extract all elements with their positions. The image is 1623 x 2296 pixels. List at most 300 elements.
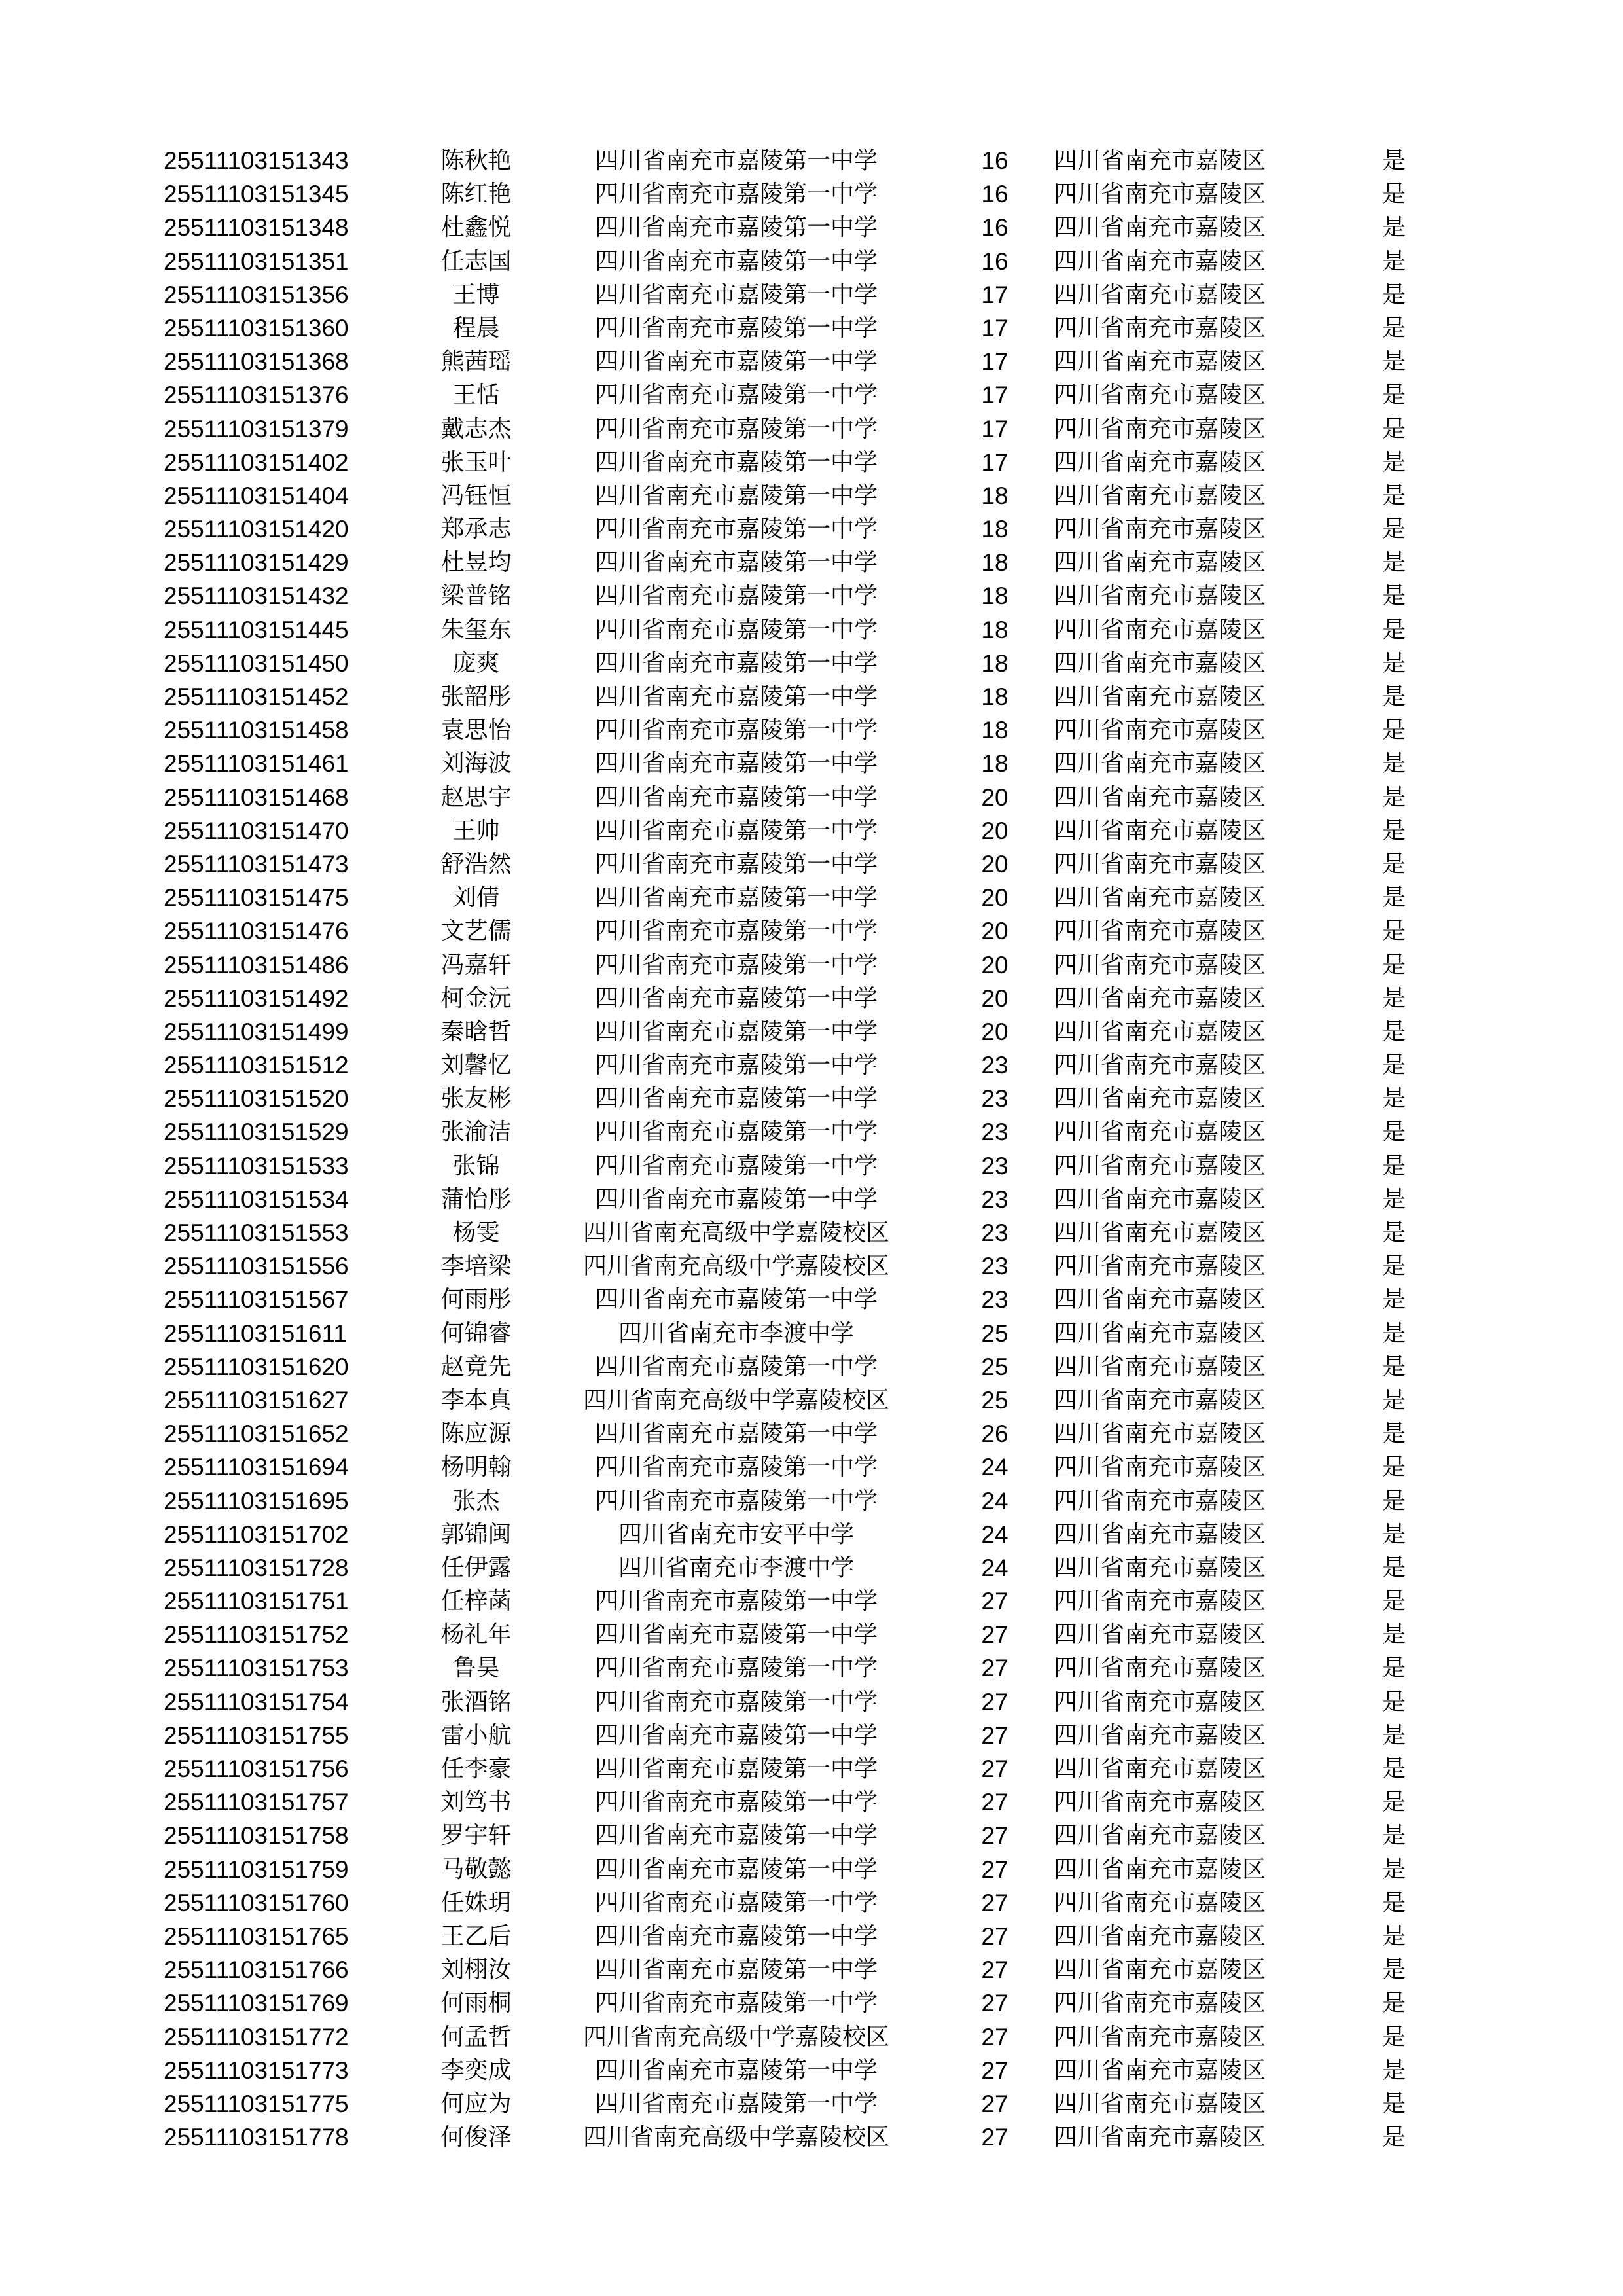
school-cell: 四川省南充市嘉陵第一中学	[594, 147, 878, 174]
exam-id-cell: 25511103151627	[164, 1386, 349, 1414]
region-cell: 四川省南充市嘉陵区	[1054, 1454, 1266, 1481]
number-cell: 17	[981, 348, 1008, 376]
school-cell: 四川省南充市安平中学	[618, 1520, 854, 1548]
number-cell: 20	[981, 884, 1008, 912]
exam-id-cell: 25511103151752	[164, 1621, 349, 1649]
region-cell: 四川省南充市嘉陵区	[1054, 583, 1266, 610]
number-cell: 23	[981, 1219, 1008, 1246]
exam-id-cell: 25511103151769	[164, 1990, 349, 2017]
table-row	[164, 1785, 1440, 1819]
exam-id-cell: 25511103151751	[164, 1588, 349, 1615]
exam-id-cell: 25511103151379	[164, 415, 349, 442]
school-cell: 四川省南充市嘉陵第一中学	[594, 1185, 878, 1213]
exam-id-cell: 25511103151694	[164, 1454, 349, 1481]
number-cell: 16	[981, 247, 1008, 275]
table-row	[164, 1450, 1440, 1484]
student-name-cell: 杨明翰	[440, 1454, 512, 1481]
student-name-cell: 刘栩汝	[440, 1956, 512, 1984]
status-cell: 是	[1382, 817, 1406, 844]
number-cell: 27	[981, 1856, 1008, 1883]
student-name-cell: 张渝洁	[440, 1119, 512, 1146]
number-cell: 23	[981, 1253, 1008, 1280]
number-cell: 27	[981, 1621, 1008, 1649]
school-cell: 四川省南充市嘉陵第一中学	[594, 583, 878, 610]
table-row	[164, 312, 1440, 345]
student-name-cell: 赵思宇	[440, 783, 512, 811]
number-cell: 23	[981, 1286, 1008, 1314]
school-cell: 四川省南充市嘉陵第一中学	[594, 750, 878, 778]
exam-id-cell: 25511103151475	[164, 884, 349, 912]
table-row	[164, 1049, 1440, 1082]
student-name-cell: 李培梁	[440, 1253, 512, 1280]
school-cell: 四川省南充市嘉陵第一中学	[594, 1889, 878, 1916]
exam-id-cell: 25511103151458	[164, 717, 349, 744]
region-cell: 四川省南充市嘉陵区	[1054, 1085, 1266, 1113]
region-cell: 四川省南充市嘉陵区	[1054, 850, 1266, 878]
school-cell: 四川省南充市嘉陵第一中学	[594, 2056, 878, 2084]
student-name-cell: 梁普铭	[440, 583, 512, 610]
region-cell: 四川省南充市嘉陵区	[1054, 616, 1266, 643]
number-cell: 25	[981, 1353, 1008, 1380]
table-row	[164, 512, 1440, 546]
student-name-cell: 郑承志	[440, 516, 512, 543]
exam-id-cell: 25511103151553	[164, 1219, 349, 1246]
exam-id-cell: 25511103151345	[164, 181, 349, 208]
exam-id-cell: 25511103151376	[164, 382, 349, 409]
school-cell: 四川省南充市嘉陵第一中学	[594, 448, 878, 476]
exam-id-cell: 25511103151473	[164, 850, 349, 878]
exam-id-cell: 25511103151766	[164, 1956, 349, 1984]
table-row	[164, 1719, 1440, 1752]
table-row	[164, 2054, 1440, 2087]
region-cell: 四川省南充市嘉陵区	[1054, 750, 1266, 778]
region-cell: 四川省南充市嘉陵区	[1054, 348, 1266, 376]
number-cell: 18	[981, 516, 1008, 543]
region-cell: 四川省南充市嘉陵区	[1054, 415, 1266, 442]
student-name-cell: 王乙后	[440, 1922, 512, 1950]
table-row	[164, 2087, 1440, 2121]
school-cell: 四川省南充市嘉陵第一中学	[594, 884, 878, 912]
school-cell: 四川省南充市嘉陵第一中学	[594, 1822, 878, 1850]
status-cell: 是	[1382, 1119, 1406, 1146]
student-name-cell: 何锦睿	[440, 1319, 512, 1347]
table-row	[164, 1953, 1440, 1986]
school-cell: 四川省南充市嘉陵第一中学	[594, 1621, 878, 1649]
status-cell: 是	[1382, 1386, 1406, 1414]
exam-id-cell: 25511103151368	[164, 348, 349, 376]
school-cell: 四川省南充市李渡中学	[618, 1319, 854, 1347]
number-cell: 20	[981, 817, 1008, 844]
student-name-cell: 刘馨忆	[440, 1052, 512, 1079]
status-cell: 是	[1382, 750, 1406, 778]
status-cell: 是	[1382, 1621, 1406, 1649]
status-cell: 是	[1382, 1520, 1406, 1548]
region-cell: 四川省南充市嘉陵区	[1054, 1052, 1266, 1079]
table-row	[164, 1149, 1440, 1183]
status-cell: 是	[1382, 2056, 1406, 2084]
region-cell: 四川省南充市嘉陵区	[1054, 314, 1266, 342]
exam-id-cell: 25511103151765	[164, 1922, 349, 1950]
student-name-cell: 熊茜瑶	[440, 348, 512, 376]
exam-id-cell: 25511103151556	[164, 1253, 349, 1280]
number-cell: 27	[981, 1922, 1008, 1950]
region-cell: 四川省南充市嘉陵区	[1054, 247, 1266, 275]
status-cell: 是	[1382, 1588, 1406, 1615]
exam-id-cell: 25511103151760	[164, 1889, 349, 1916]
region-cell: 四川省南充市嘉陵区	[1054, 1922, 1266, 1950]
status-cell: 是	[1382, 2124, 1406, 2151]
status-cell: 是	[1382, 1554, 1406, 1581]
student-name-cell: 刘笃书	[440, 1789, 512, 1816]
table-row	[164, 1551, 1440, 1585]
school-cell: 四川省南充市嘉陵第一中学	[594, 1990, 878, 2017]
exam-id-cell: 25511103151402	[164, 448, 349, 476]
student-name-cell: 何俊泽	[440, 2124, 512, 2151]
status-cell: 是	[1382, 1822, 1406, 1850]
student-name-cell: 张友彬	[440, 1085, 512, 1113]
student-name-cell: 李本真	[440, 1386, 512, 1414]
exam-id-cell: 25511103151620	[164, 1353, 349, 1380]
region-cell: 四川省南充市嘉陵区	[1054, 2124, 1266, 2151]
student-name-cell: 何应为	[440, 2090, 512, 2117]
region-cell: 四川省南充市嘉陵区	[1054, 918, 1266, 945]
school-cell: 四川省南充市嘉陵第一中学	[594, 181, 878, 208]
student-name-cell: 任李豪	[440, 1755, 512, 1782]
table-row	[164, 1384, 1440, 1417]
region-cell: 四川省南充市嘉陵区	[1054, 1119, 1266, 1146]
number-cell: 27	[981, 1789, 1008, 1816]
student-name-cell: 王恬	[452, 382, 500, 409]
school-cell: 四川省南充市嘉陵第一中学	[594, 951, 878, 978]
table-row	[164, 1886, 1440, 1920]
table-row	[164, 1752, 1440, 1785]
table-row	[164, 1685, 1440, 1719]
school-cell: 四川省南充高级中学嘉陵校区	[582, 1253, 889, 1280]
table-row	[164, 1585, 1440, 1618]
table-row	[164, 378, 1440, 412]
school-cell: 四川省南充市嘉陵第一中学	[594, 247, 878, 275]
school-cell: 四川省南充市嘉陵第一中学	[594, 1755, 878, 1782]
school-cell: 四川省南充市嘉陵第一中学	[594, 1789, 878, 1816]
region-cell: 四川省南充市嘉陵区	[1054, 1554, 1266, 1581]
school-cell: 四川省南充市嘉陵第一中学	[594, 616, 878, 643]
student-name-cell: 杜鑫悦	[440, 214, 512, 242]
school-cell: 四川省南充市嘉陵第一中学	[594, 683, 878, 710]
region-cell: 四川省南充市嘉陵区	[1054, 147, 1266, 174]
status-cell: 是	[1382, 649, 1406, 677]
exam-id-cell: 25511103151773	[164, 2056, 349, 2084]
status-cell: 是	[1382, 281, 1406, 308]
region-cell: 四川省南充市嘉陵区	[1054, 1621, 1266, 1649]
number-cell: 18	[981, 549, 1008, 577]
status-cell: 是	[1382, 147, 1406, 174]
status-cell: 是	[1382, 1856, 1406, 1883]
school-cell: 四川省南充市嘉陵第一中学	[594, 1420, 878, 1448]
student-name-cell: 马敬懿	[440, 1856, 512, 1883]
table-row	[164, 546, 1440, 579]
exam-id-cell: 25511103151728	[164, 1554, 349, 1581]
student-name-cell: 蒲怡彤	[440, 1185, 512, 1213]
student-name-cell: 袁思怡	[440, 717, 512, 744]
table-row	[164, 1249, 1440, 1283]
region-cell: 四川省南充市嘉陵区	[1054, 1219, 1266, 1246]
region-cell: 四川省南充市嘉陵区	[1054, 1889, 1266, 1916]
exam-id-cell: 25511103151452	[164, 683, 349, 710]
status-cell: 是	[1382, 1185, 1406, 1213]
table-row	[164, 1183, 1440, 1216]
status-cell: 是	[1382, 1721, 1406, 1749]
number-cell: 16	[981, 147, 1008, 174]
number-cell: 27	[981, 1822, 1008, 1850]
exam-id-cell: 25511103151429	[164, 549, 349, 577]
region-cell: 四川省南充市嘉陵区	[1054, 1688, 1266, 1715]
student-name-cell: 任伊露	[440, 1554, 512, 1581]
table-row	[164, 245, 1440, 278]
student-name-cell: 李奕成	[440, 2056, 512, 2084]
region-cell: 四川省南充市嘉陵区	[1054, 884, 1266, 912]
table-row	[164, 1216, 1440, 1249]
table-row	[164, 613, 1440, 647]
table-row	[164, 914, 1440, 948]
school-cell: 四川省南充市嘉陵第一中学	[594, 214, 878, 242]
region-cell: 四川省南充市嘉陵区	[1054, 1655, 1266, 1682]
school-cell: 四川省南充市嘉陵第一中学	[594, 1152, 878, 1179]
table-row	[164, 1986, 1440, 2020]
region-cell: 四川省南充市嘉陵区	[1054, 549, 1266, 577]
table-row	[164, 1853, 1440, 1886]
exam-id-cell: 25511103151695	[164, 1487, 349, 1515]
region-cell: 四川省南充市嘉陵区	[1054, 214, 1266, 242]
exam-id-cell: 25511103151611	[164, 1319, 347, 1347]
region-cell: 四川省南充市嘉陵区	[1054, 281, 1266, 308]
number-cell: 17	[981, 415, 1008, 442]
student-name-cell: 任梓菡	[440, 1588, 512, 1615]
exam-id-cell: 25511103151567	[164, 1286, 349, 1314]
exam-id-cell: 25511103151351	[164, 247, 349, 275]
school-cell: 四川省南充市嘉陵第一中学	[594, 348, 878, 376]
status-cell: 是	[1382, 415, 1406, 442]
school-cell: 四川省南充市嘉陵第一中学	[594, 1052, 878, 1079]
school-cell: 四川省南充市嘉陵第一中学	[594, 1085, 878, 1113]
student-name-cell: 何雨桐	[440, 1990, 512, 2017]
region-cell: 四川省南充市嘉陵区	[1054, 1018, 1266, 1045]
exam-id-cell: 25511103151468	[164, 783, 349, 811]
table-row	[164, 781, 1440, 814]
region-cell: 四川省南充市嘉陵区	[1054, 1152, 1266, 1179]
status-cell: 是	[1382, 1052, 1406, 1079]
table-row	[164, 1518, 1440, 1551]
region-cell: 四川省南充市嘉陵区	[1054, 2090, 1266, 2117]
status-cell: 是	[1382, 1956, 1406, 1984]
exam-id-cell: 25511103151486	[164, 951, 349, 978]
status-cell: 是	[1382, 1655, 1406, 1682]
number-cell: 27	[981, 1688, 1008, 1715]
table-row	[164, 1417, 1440, 1450]
status-cell: 是	[1382, 314, 1406, 342]
table-row	[164, 814, 1440, 848]
exam-id-cell: 25511103151534	[164, 1185, 349, 1213]
number-cell: 24	[981, 1554, 1008, 1581]
table-row	[164, 579, 1440, 613]
status-cell: 是	[1382, 984, 1406, 1012]
status-cell: 是	[1382, 382, 1406, 409]
number-cell: 16	[981, 214, 1008, 242]
student-name-cell: 冯钰恒	[440, 482, 512, 509]
student-name-cell: 张韶彤	[440, 683, 512, 710]
exam-id-cell: 25511103151470	[164, 817, 349, 844]
number-cell: 23	[981, 1119, 1008, 1146]
table-row	[164, 1920, 1440, 1953]
number-cell: 18	[981, 616, 1008, 643]
region-cell: 四川省南充市嘉陵区	[1054, 2056, 1266, 2084]
number-cell: 18	[981, 683, 1008, 710]
table-row	[164, 848, 1440, 881]
school-cell: 四川省南充市嘉陵第一中学	[594, 2090, 878, 2117]
school-cell: 四川省南充市嘉陵第一中学	[594, 1688, 878, 1715]
table-row	[164, 1082, 1440, 1115]
status-cell: 是	[1382, 1789, 1406, 1816]
region-cell: 四川省南充市嘉陵区	[1054, 448, 1266, 476]
school-cell: 四川省南充市嘉陵第一中学	[594, 1856, 878, 1883]
region-cell: 四川省南充市嘉陵区	[1054, 482, 1266, 509]
number-cell: 20	[981, 1018, 1008, 1045]
school-cell: 四川省南充高级中学嘉陵校区	[582, 1386, 889, 1414]
school-cell: 四川省南充市嘉陵第一中学	[594, 783, 878, 811]
status-cell: 是	[1382, 583, 1406, 610]
status-cell: 是	[1382, 884, 1406, 912]
table-row	[164, 446, 1440, 479]
number-cell: 23	[981, 1085, 1008, 1113]
number-cell: 25	[981, 1386, 1008, 1414]
exam-id-cell: 25511103151420	[164, 516, 349, 543]
status-cell: 是	[1382, 549, 1406, 577]
school-cell: 四川省南充市嘉陵第一中学	[594, 549, 878, 577]
student-name-cell: 杨雯	[452, 1219, 500, 1246]
number-cell: 27	[981, 1990, 1008, 2017]
school-cell: 四川省南充市李渡中学	[618, 1554, 854, 1581]
number-cell: 17	[981, 382, 1008, 409]
exam-id-cell: 25511103151758	[164, 1822, 349, 1850]
table-row	[164, 2020, 1440, 2054]
status-cell: 是	[1382, 1454, 1406, 1481]
student-name-cell: 陈红艳	[440, 181, 512, 208]
number-cell: 27	[981, 1655, 1008, 1682]
status-cell: 是	[1382, 1487, 1406, 1515]
number-cell: 17	[981, 281, 1008, 308]
number-cell: 26	[981, 1420, 1008, 1448]
exam-id-cell: 25511103151757	[164, 1789, 349, 1816]
student-name-cell: 刘海波	[440, 750, 512, 778]
table-row	[164, 1115, 1440, 1149]
status-cell: 是	[1382, 348, 1406, 376]
table-row	[164, 1317, 1440, 1350]
table-row	[164, 1819, 1440, 1852]
number-cell: 18	[981, 717, 1008, 744]
status-cell: 是	[1382, 2090, 1406, 2117]
table-row	[164, 278, 1440, 312]
number-cell: 17	[981, 448, 1008, 476]
school-cell: 四川省南充市嘉陵第一中学	[594, 516, 878, 543]
exam-id-cell: 25511103151754	[164, 1688, 349, 1715]
number-cell: 20	[981, 783, 1008, 811]
school-cell: 四川省南充市嘉陵第一中学	[594, 1487, 878, 1515]
student-name-cell: 雷小航	[440, 1721, 512, 1749]
status-cell: 是	[1382, 1152, 1406, 1179]
table-row	[164, 982, 1440, 1015]
exam-id-cell: 25511103151360	[164, 314, 349, 342]
school-cell: 四川省南充市嘉陵第一中学	[594, 850, 878, 878]
student-name-cell: 陈应源	[440, 1420, 512, 1448]
status-cell: 是	[1382, 1688, 1406, 1715]
status-cell: 是	[1382, 850, 1406, 878]
status-cell: 是	[1382, 2023, 1406, 2051]
student-name-cell: 陈秋艳	[440, 147, 512, 174]
school-cell: 四川省南充市嘉陵第一中学	[594, 817, 878, 844]
exam-id-cell: 25511103151492	[164, 984, 349, 1012]
status-cell: 是	[1382, 1018, 1406, 1045]
region-cell: 四川省南充市嘉陵区	[1054, 1185, 1266, 1213]
table-row	[164, 1484, 1440, 1518]
table-row	[164, 647, 1440, 680]
status-cell: 是	[1382, 181, 1406, 208]
region-cell: 四川省南充市嘉陵区	[1054, 1353, 1266, 1380]
number-cell: 27	[981, 1755, 1008, 1782]
region-cell: 四川省南充市嘉陵区	[1054, 382, 1266, 409]
student-name-cell: 赵竟先	[440, 1353, 512, 1380]
region-cell: 四川省南充市嘉陵区	[1054, 717, 1266, 744]
number-cell: 20	[981, 951, 1008, 978]
school-cell: 四川省南充高级中学嘉陵校区	[582, 2023, 889, 2051]
status-cell: 是	[1382, 1755, 1406, 1782]
student-name-cell: 王帅	[452, 817, 500, 844]
exam-id-cell: 25511103151432	[164, 583, 349, 610]
school-cell: 四川省南充市嘉陵第一中学	[594, 1119, 878, 1146]
status-cell: 是	[1382, 1286, 1406, 1314]
exam-id-cell: 25511103151755	[164, 1721, 349, 1749]
region-cell: 四川省南充市嘉陵区	[1054, 1319, 1266, 1347]
school-cell: 四川省南充市嘉陵第一中学	[594, 1353, 878, 1380]
student-name-cell: 刘倩	[452, 884, 500, 912]
exam-id-cell: 25511103151356	[164, 281, 349, 308]
status-cell: 是	[1382, 1889, 1406, 1916]
number-cell: 27	[981, 2056, 1008, 2084]
region-cell: 四川省南充市嘉陵区	[1054, 783, 1266, 811]
status-cell: 是	[1382, 1990, 1406, 2017]
exam-id-cell: 25511103151348	[164, 214, 349, 242]
region-cell: 四川省南充市嘉陵区	[1054, 1588, 1266, 1615]
exam-id-cell: 25511103151775	[164, 2090, 349, 2117]
table-row	[164, 412, 1440, 446]
table-row	[164, 713, 1440, 747]
status-cell: 是	[1382, 918, 1406, 945]
exam-id-cell: 25511103151772	[164, 2023, 349, 2051]
exam-id-cell: 25511103151533	[164, 1152, 349, 1179]
table-row	[164, 2121, 1440, 2154]
student-name-cell: 张杰	[452, 1487, 500, 1515]
school-cell: 四川省南充市嘉陵第一中学	[594, 717, 878, 744]
exam-id-cell: 25511103151756	[164, 1755, 349, 1782]
student-name-cell: 张锦	[452, 1152, 500, 1179]
exam-id-cell: 25511103151759	[164, 1856, 349, 1883]
region-cell: 四川省南充市嘉陵区	[1054, 1253, 1266, 1280]
region-cell: 四川省南充市嘉陵区	[1054, 1487, 1266, 1515]
status-cell: 是	[1382, 482, 1406, 509]
table-row	[164, 144, 1440, 177]
number-cell: 27	[981, 1956, 1008, 1984]
exam-id-cell: 25511103151499	[164, 1018, 349, 1045]
region-cell: 四川省南充市嘉陵区	[1054, 1520, 1266, 1548]
school-cell: 四川省南充市嘉陵第一中学	[594, 1956, 878, 1984]
